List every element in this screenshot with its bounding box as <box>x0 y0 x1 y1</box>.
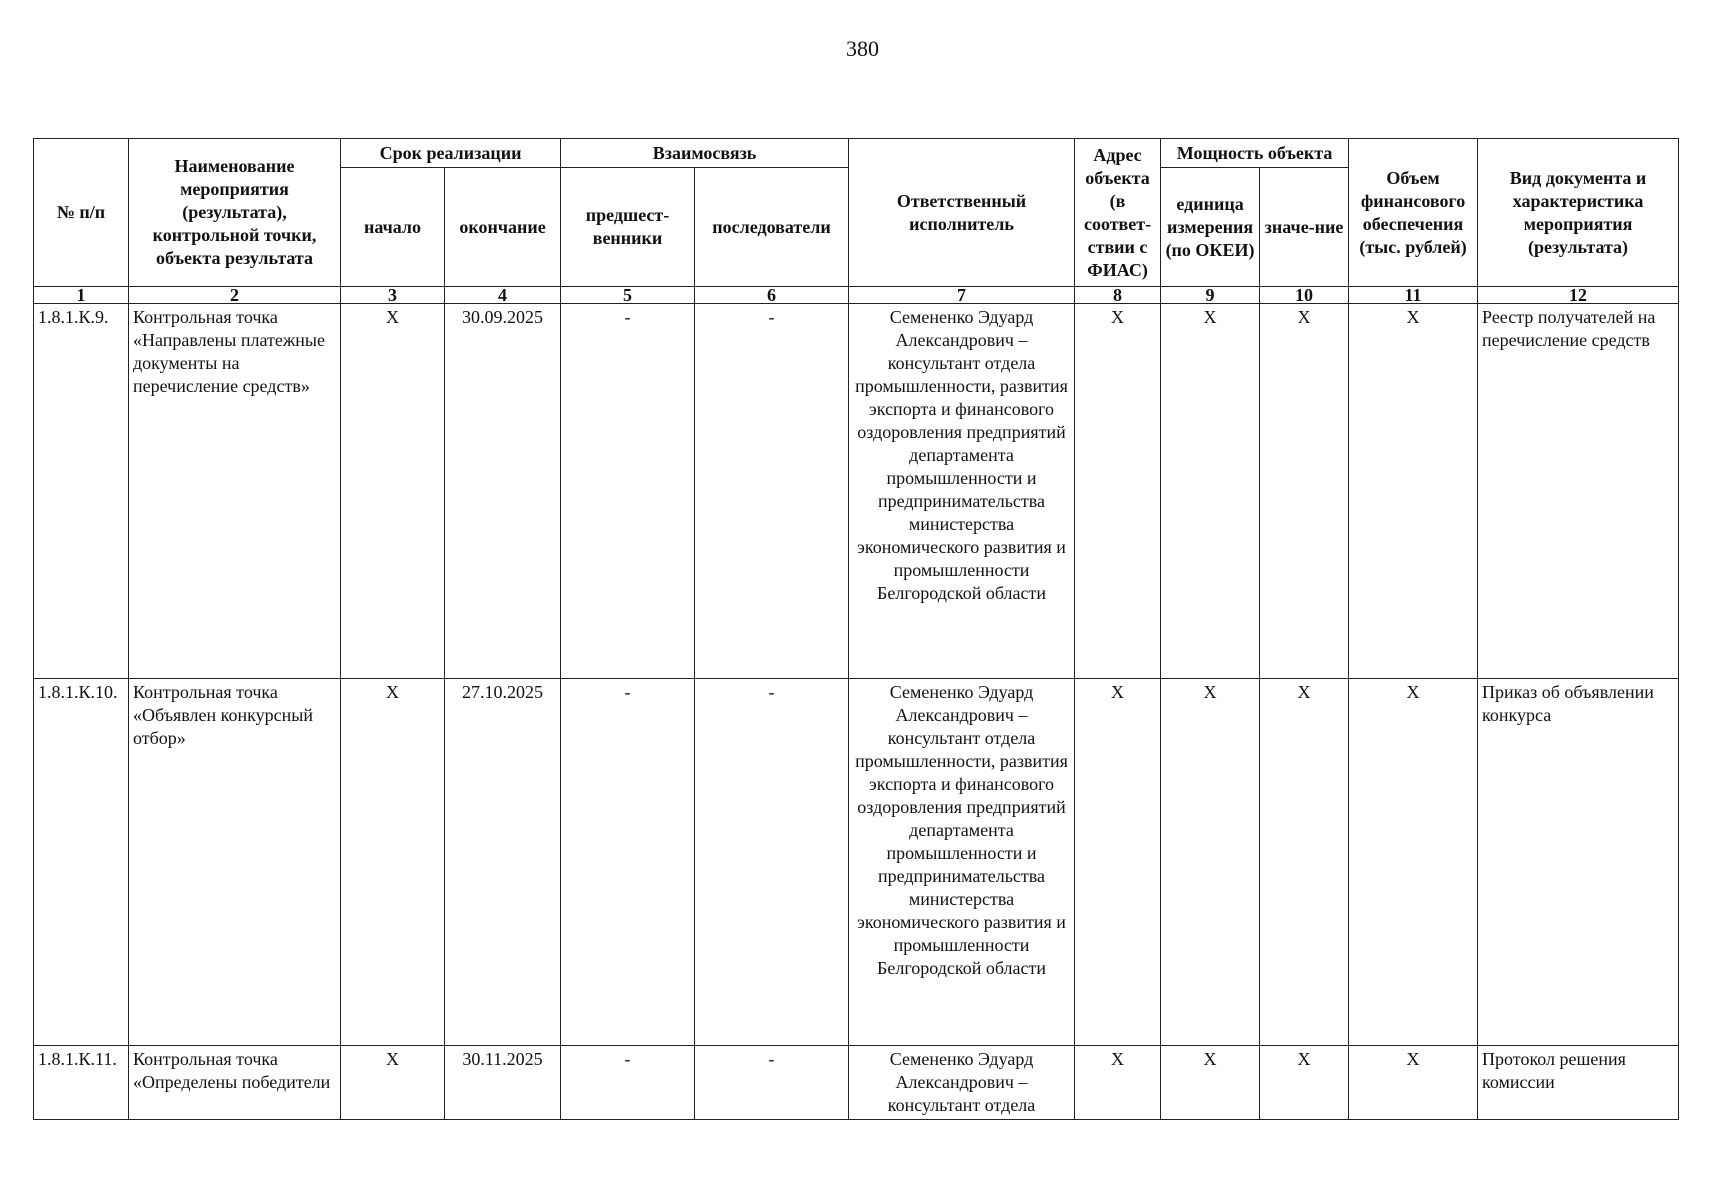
row-doc-type: Приказ об объявлении конкурса <box>1478 679 1679 1046</box>
table-row <box>34 304 1679 679</box>
header-term-group: Срок реализации <box>341 139 561 168</box>
header-num: № п/п <box>34 139 129 287</box>
row-start: X <box>341 1046 445 1120</box>
column-number: 11 <box>1349 287 1478 304</box>
row-doc-type: Реестр получателей на перечисление средств <box>1478 304 1679 679</box>
row-unit: X <box>1161 304 1260 679</box>
row-number: 1.8.1.К.11. <box>34 1046 129 1120</box>
column-number: 10 <box>1260 287 1349 304</box>
row-predecessors: - <box>561 304 695 679</box>
row-responsible: Семененко Эдуард Александрович – консультант отдела промышленности, развития экспорта и финансового оздоровления предприятий департамента промышленности и предпринимательства министерства экономического развития и промышленности Белгородской области <box>849 304 1075 679</box>
row-number: 1.8.1.К.9. <box>34 304 129 679</box>
row-predecessors: - <box>561 679 695 1046</box>
page-number: 380 <box>846 36 879 61</box>
row-number: 1.8.1.К.10. <box>34 679 129 1046</box>
column-number: 12 <box>1478 287 1679 304</box>
row-finance: X <box>1349 679 1478 1046</box>
header-row-top <box>34 139 1679 168</box>
column-number: 1 <box>34 287 129 304</box>
header-value: значе-ние <box>1260 168 1349 287</box>
header-address: Адрес объекта (в соответ-ствии с ФИАС) <box>1075 139 1161 287</box>
row-address: X <box>1075 1046 1161 1120</box>
row-name: Контрольная точка «Направлены платежные документы на перечисление средств» <box>129 304 341 679</box>
row-predecessors: - <box>561 1046 695 1120</box>
row-start: X <box>341 304 445 679</box>
row-followers: - <box>695 679 849 1046</box>
column-numbers-row <box>34 287 1679 304</box>
header-predecessors: предшест-венники <box>561 168 695 287</box>
header-start: начало <box>341 168 445 287</box>
row-finance: X <box>1349 304 1478 679</box>
row-responsible: Семененко Эдуард Александрович – консультант отдела промышленности, развития экспорта и финансового оздоровления предприятий департамента промышленности и предпринимательства министерства экономического развития и промышленности Белгородской области <box>849 679 1075 1046</box>
row-name: Контрольная точка «Объявлен конкурсный отбор» <box>129 679 341 1046</box>
table-row <box>34 679 1679 1046</box>
header-end: окончание <box>445 168 561 287</box>
row-doc-type: Протокол решения комиссии <box>1478 1046 1679 1120</box>
row-end: 27.10.2025 <box>445 679 561 1046</box>
row-address: X <box>1075 304 1161 679</box>
row-start: X <box>341 679 445 1046</box>
header-name: Наименование мероприятия (результата), контрольной точки, объекта результата <box>129 139 341 287</box>
row-responsible: Семененко Эдуард Александрович – консультант отдела <box>849 1046 1075 1120</box>
header-doc-type: Вид документа и характеристика мероприятия (результата) <box>1478 139 1679 287</box>
table-row <box>34 1046 1679 1120</box>
header-responsible: Ответственный исполнитель <box>849 139 1075 287</box>
column-number: 6 <box>695 287 849 304</box>
column-number: 9 <box>1161 287 1260 304</box>
header-link-group: Взаимосвязь <box>561 139 849 168</box>
row-followers: - <box>695 304 849 679</box>
column-number: 4 <box>445 287 561 304</box>
row-unit: X <box>1161 679 1260 1046</box>
row-followers: - <box>695 1046 849 1120</box>
column-number: 7 <box>849 287 1075 304</box>
header-finance: Объем финансового обеспечения (тыс. рублей) <box>1349 139 1478 287</box>
row-value: X <box>1260 679 1349 1046</box>
column-number: 3 <box>341 287 445 304</box>
plan-table <box>33 138 1679 1120</box>
row-value: X <box>1260 1046 1349 1120</box>
column-number: 8 <box>1075 287 1161 304</box>
row-end: 30.11.2025 <box>445 1046 561 1120</box>
row-address: X <box>1075 679 1161 1046</box>
row-unit: X <box>1161 1046 1260 1120</box>
header-unit: единица измерения (по ОКЕИ) <box>1161 168 1260 287</box>
row-end: 30.09.2025 <box>445 304 561 679</box>
column-number: 5 <box>561 287 695 304</box>
row-finance: X <box>1349 1046 1478 1120</box>
column-number: 2 <box>129 287 341 304</box>
row-value: X <box>1260 304 1349 679</box>
header-followers: последователи <box>695 168 849 287</box>
row-name: Контрольная точка «Определены победители <box>129 1046 341 1120</box>
header-capacity-group: Мощность объекта <box>1161 139 1349 168</box>
